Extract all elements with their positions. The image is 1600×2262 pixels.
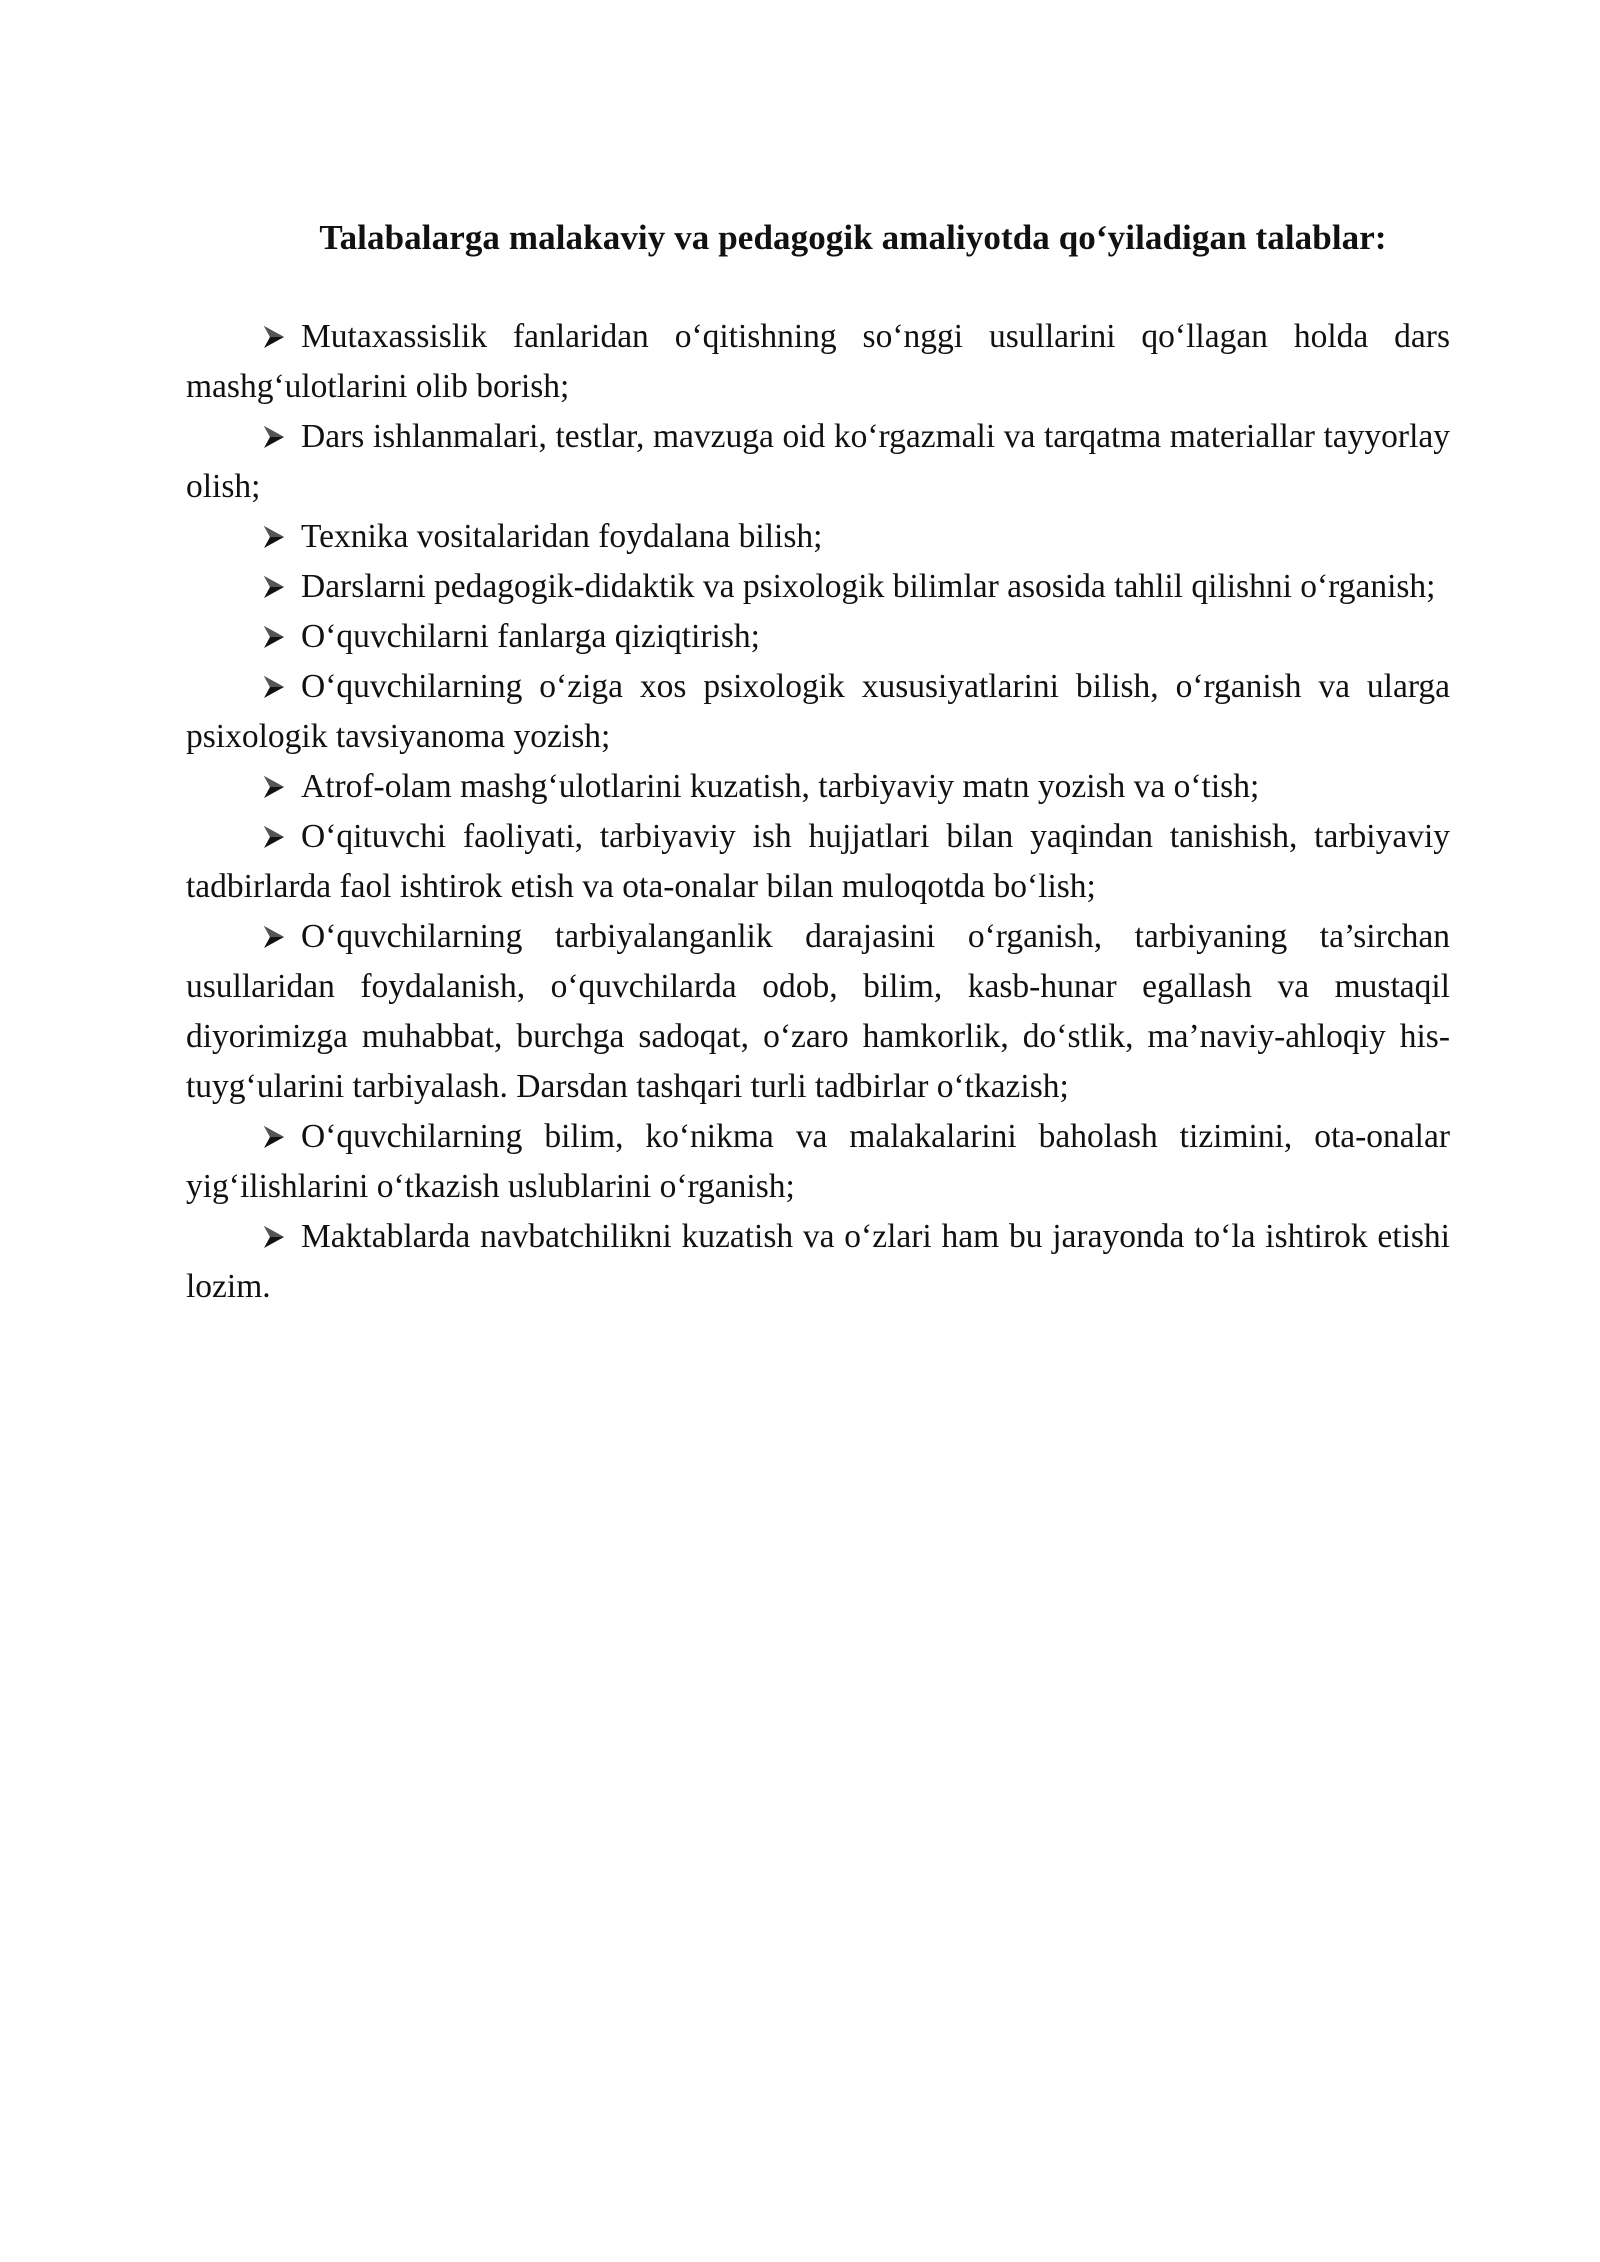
arrowhead-bullet-icon — [263, 575, 285, 599]
list-item-text: Texnika vositalaridan foydalana bilish; — [301, 518, 823, 555]
arrowhead-bullet-icon — [263, 925, 285, 949]
list-item-text: O‘quvchilarning o‘ziga xos psixologik xususiyatlarini bilish, o‘rganish va ularga psixologik tavsiyanoma yozish; — [186, 668, 1450, 755]
list-item — [186, 612, 1450, 662]
arrowhead-bullet-icon — [263, 525, 285, 549]
arrowhead-bullet-icon — [263, 625, 285, 649]
arrowhead-bullet-icon — [263, 1125, 285, 1149]
requirements-list — [186, 312, 1450, 1312]
arrowhead-bullet-icon — [263, 325, 285, 349]
arrowhead-bullet-icon — [263, 675, 285, 699]
list-item-text: Mutaxassislik fanlaridan o‘qitishning so‘nggi usullarini qo‘llagan holda dars mashg‘ulotlarini olib borish; — [186, 318, 1450, 405]
arrowhead-bullet-icon — [263, 1225, 285, 1249]
list-item-text: O‘quvchilarning tarbiyalanganlik darajasini o‘rganish, tarbiyaning ta’sirchan usullaridan foydalanish, o‘quvchilarda odob, bilim, kasb-hunar egallash va mustaqil diyorimizga muhabbat, burchga sadoqat, o‘zaro hamkorlik, do‘stlik, ma’naviy-ahloqiy his-tuyg‘ularini tarbiyalash. Darsdan tashqari turli tadbirlar o‘tkazish; — [186, 918, 1450, 1105]
document-heading: Talabalarga malakaviy va pedagogik amaliyotda qo‘yiladigan talablar: — [319, 218, 1387, 257]
list-item-text: O‘quvchilarni fanlarga qiziqtirish; — [301, 618, 760, 655]
list-item — [186, 762, 1450, 812]
list-item-text: Darslarni pedagogik-didaktik va psixologik bilimlar asosida tahlil qilishni o‘rganish; — [301, 568, 1436, 605]
list-item — [186, 912, 1450, 1112]
arrowhead-bullet-icon — [263, 825, 285, 849]
list-item — [186, 1212, 1450, 1312]
list-item — [186, 812, 1450, 912]
list-item — [186, 312, 1450, 412]
arrowhead-bullet-icon — [263, 425, 285, 449]
list-item — [186, 562, 1450, 612]
list-item-text: O‘qituvchi faoliyati, tarbiyaviy ish hujjatlari bilan yaqindan tanishish, tarbiyaviy tadbirlarda faol ishtirok etish va ota-onalar bilan muloqotda bo‘lish; — [186, 818, 1450, 905]
list-item-text: Atrof-olam mashg‘ulotlarini kuzatish, tarbiyaviy matn yozish va o‘tish; — [301, 768, 1260, 805]
document-page — [186, 214, 1450, 1312]
arrowhead-bullet-icon — [263, 775, 285, 799]
list-item — [186, 1112, 1450, 1212]
list-item-text: O‘quvchilarning bilim, ko‘nikma va malakalarini baholash tizimini, ota-onalar yig‘ilishlarini o‘tkazish uslublarini o‘rganish; — [186, 1118, 1450, 1205]
list-item — [186, 662, 1450, 762]
list-item — [186, 412, 1450, 512]
list-item — [186, 512, 1450, 562]
list-item-text: Maktablarda navbatchilikni kuzatish va o‘zlari ham bu jarayonda to‘la ishtirok etishi lozim. — [186, 1218, 1450, 1305]
list-item-text: Dars ishlanmalari, testlar, mavzuga oid ko‘rgazmali va tarqatma materiallar tayyorlay olish; — [186, 418, 1450, 505]
